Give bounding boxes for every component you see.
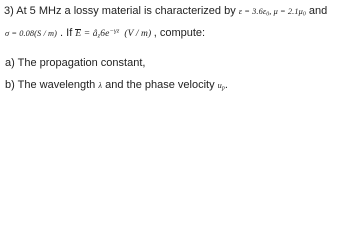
problem-line-1-tail: and [308,5,328,17]
problem-card [0,0,350,104]
part-b-letter: b) [5,79,15,91]
compute-text: , compute: [153,27,206,39]
part-a [5,58,145,69]
part-a-text: The propagation constant, [17,57,146,69]
part-a-letter: a) [5,57,15,69]
if-text: . If [60,27,73,39]
part-b [5,80,228,91]
conductivity-value: σ = 0.08(S / m) [5,29,57,38]
electric-field-expression: E = $â_z6e^{-\gamma z}$ (V / m) [75,27,154,40]
phase-velocity-symbol: $u_p$ [217,81,225,92]
problem-number: 3) [4,5,14,17]
problem-lead-text: At 5 MHz a lossy material is characterized by [16,5,236,17]
vector-bar-icon [75,29,81,30]
part-b-end: . [224,79,228,91]
material-parameters: $\varepsilon = 3.6\varepsilon_0$, $\mu = 2.1\mu_0$ [238,7,306,18]
vector-e: E [75,29,82,39]
part-b-text-after: and the phase velocity [105,79,215,91]
problem-line-2 [5,28,205,40]
part-b-text-before: The wavelength [17,79,96,91]
lambda-symbol: λ [98,81,103,90]
problem-line-1 [4,6,327,17]
